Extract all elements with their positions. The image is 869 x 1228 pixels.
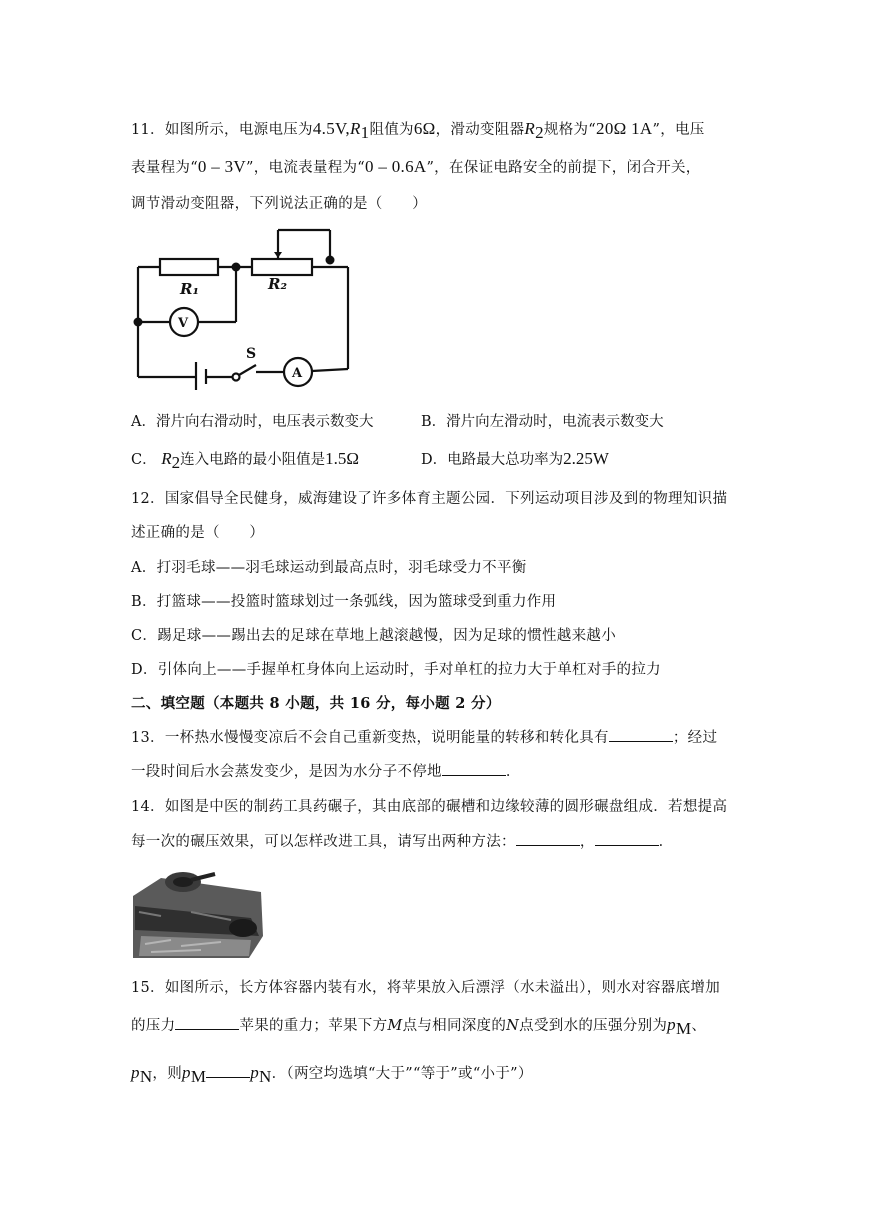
q15-line-2: 的压力 苹果的重力；苹果下方M点与相同深度的N点受到水的压强分别为$p_M$、 bbox=[131, 1015, 707, 1038]
q12-option-a: A．打羽毛球——羽毛球运动到最高点时，羽毛球受力不平衡 bbox=[131, 560, 527, 576]
q13-line-1: 13．一杯热水慢慢变凉后不会自己重新变热，说明能量的转移和转化具有 ；经过 bbox=[131, 726, 717, 747]
q12-option-d: D．引体向上——手握单杠身体向上运动时，手对单杠的拉力大于单杠对手的拉力 bbox=[131, 662, 661, 678]
label-s: S bbox=[246, 346, 257, 362]
q12-option-b: B．打篮球——投篮时篮球划过一条弧线，因为篮球受到重力作用 bbox=[131, 594, 557, 610]
q13-blank-1[interactable] bbox=[609, 727, 673, 742]
label-a: A bbox=[292, 366, 303, 381]
q14-line-2: 每一次的碾压效果，可以怎样改进工具，请写出两种方法： ， ． bbox=[131, 830, 673, 851]
section-2-heading: 二、填空题（本题共 8 小题，共 16 分，每小题 2 分） bbox=[131, 695, 501, 712]
q15-blank-2[interactable] bbox=[206, 1063, 250, 1078]
q14-blank-1[interactable] bbox=[516, 831, 580, 846]
q12-line-1: 12．国家倡导全民健身，威海建设了许多体育主题公园．下列运动项目涉及到的物理知识描 bbox=[131, 491, 728, 507]
q15-line-3: $p_N$，则$p_M$ $p_N$．（两空均选填“大于”“等于”或“小于”） bbox=[131, 1063, 533, 1086]
label-v: V bbox=[178, 316, 189, 331]
q15-blank-1[interactable] bbox=[175, 1015, 239, 1030]
q11-option-b: B．滑片向左滑动时，电流表示数变大 bbox=[421, 414, 664, 430]
q15-line-1: 15．如图所示，长方体容器内装有水，将苹果放入后漂浮（水未溢出），则水对容器底增加 bbox=[131, 980, 720, 996]
q13-line-2: 一段时间后水会蒸发变少，是因为水分子不停地 ． bbox=[131, 760, 521, 781]
circuit-diagram bbox=[128, 222, 358, 394]
q11-line-1: 11．如图所示，电源电压为$4.5V,R_1$阻值为6Ω，滑动变阻器$R_2$规格为“20Ω 1A”，电压 bbox=[131, 119, 705, 142]
q14-blank-2[interactable] bbox=[595, 831, 659, 846]
q11-option-a: A．滑片向右滑动时，电压表示数变大 bbox=[131, 414, 374, 430]
q11-option-d: D．电路最大总功率为2.25W bbox=[421, 449, 609, 468]
q11-line-3: 调节滑动变阻器，下列说法正确的是（ ） bbox=[131, 196, 427, 212]
label-r2: R₂ bbox=[268, 275, 288, 293]
q12-option-c: C．踢足球——踢出去的足球在草地上越滚越慢，因为足球的惯性越来越小 bbox=[131, 628, 616, 644]
label-r1: R₁ bbox=[180, 280, 200, 298]
q13-blank-2[interactable] bbox=[442, 761, 506, 776]
resistor-r1 bbox=[160, 259, 218, 275]
q11-line-2: 表量程为“0 – 3V”，电流表量程为“0 – 0.6A”，在保证电路安全的前提下，闭合开关， bbox=[131, 157, 701, 176]
q12-line-2: 述正确的是（ ） bbox=[131, 525, 265, 541]
resistor-r2 bbox=[252, 259, 312, 275]
medicine-grinder-photo bbox=[131, 866, 265, 960]
q14-line-1: 14．如图是中医的制药工具药碾子，其由底部的碾槽和边缘较薄的圆形碾盘组成．若想提高 bbox=[131, 799, 728, 815]
switch-blade bbox=[239, 365, 256, 375]
q11-option-c: C． $R_2$连入电路的最小阻值是1.5Ω bbox=[131, 449, 359, 472]
